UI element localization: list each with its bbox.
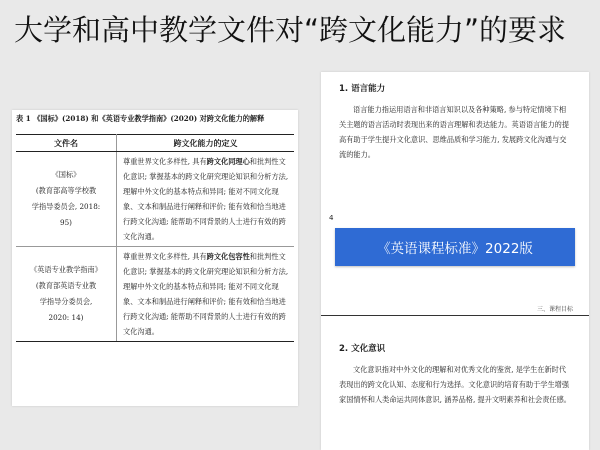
slide-title: 大学和高中教学文件对“跨文化能力”的要求: [14, 13, 567, 47]
table-header-row: [16, 135, 294, 152]
section-text-cultural-awareness: 文化意识指对中外文化的理解和对优秀文化的鉴赏, 是学生在新时代表现出的跨文化认知、态度和行为选择。文化意识的培育有助于学生增强家国情怀和人类命运共同体意识, 涵养品格, 提升文明素养和社会责任感。: [339, 365, 571, 404]
name-line: 学指导分委员会,: [39, 297, 93, 306]
curriculum-table-document: [12, 110, 298, 406]
name-line: 学指导委员会, 2018:: [31, 202, 101, 211]
table-cell-document-name: [16, 152, 117, 247]
section-heading-cultural-awareness: 2. 文化意识: [339, 344, 386, 354]
page-footer: 三、课程目标: [536, 306, 573, 313]
table-header-document-name: 文件名: [16, 135, 117, 152]
name-line: 《国标》: [51, 170, 81, 179]
section-text-language-ability: 语言能力指运用语言和非语言知识以及各种策略, 参与特定情境下相关主题的语言活动时表现出来的语言理解和表达能力。英语语言能力的提高有助于学生提升文化意识、思维品质和学习能力, 发展跨文化沟通与交流的能力。: [339, 105, 570, 159]
page-number: 4: [329, 214, 334, 222]
definition-emphasis: 跨文化包容性: [206, 252, 250, 261]
table-caption: 表 1 《国标》(2018) 和《英语专业教学指南》(2020) 对跨文化能力的解释: [16, 114, 265, 123]
definition-text: 和批判性文化意识; 掌握基本的跨文化研究理论知识和分析方法, 理解中外文化的基本特点和异同; 能对不同文化现象、文本和制品进行阐释和评价; 能有效和恰当地进行跨文化沟通; 能帮助不同背景的人士进行有效的跨文化沟通。: [123, 252, 289, 336]
definition-text: 尊重世界文化多样性, 具有: [123, 157, 207, 166]
definition-text: 和批判性文化意识; 掌握基本的跨文化研究理论知识和分析方法, 理解中外文化的基本特点和异同; 能对不同文化现象、文本和制品进行阐释和评价; 能有效和恰当地进行跨文化沟通; 能帮助不同背景的人士进行有效的跨文化沟通。: [123, 157, 289, 241]
name-line: (教育部英语专业教: [35, 281, 97, 290]
competence-definition-table: [16, 134, 294, 342]
name-line: 95): [60, 218, 72, 227]
table-header-definition: 跨文化能力的定义: [117, 135, 295, 152]
page-divider: [321, 315, 589, 316]
name-line: 《英语专业教学指南》: [30, 265, 102, 274]
table-cell-definition: [117, 247, 295, 342]
name-line: (教育部高等学校教: [35, 186, 97, 195]
section-heading-language-ability: 1. 语言能力: [339, 84, 386, 94]
curriculum-standard-banner: 《英语课程标准》2022版: [335, 228, 575, 266]
table-cell-document-name: [16, 247, 117, 342]
table-row: [16, 247, 294, 342]
table-cell-definition: [117, 152, 295, 247]
definition-emphasis: 跨文化同理心: [206, 157, 250, 166]
table-row: [16, 152, 294, 247]
definition-text: 尊重世界文化多样性, 具有: [123, 252, 207, 261]
name-line: 2020: 14): [48, 313, 84, 322]
